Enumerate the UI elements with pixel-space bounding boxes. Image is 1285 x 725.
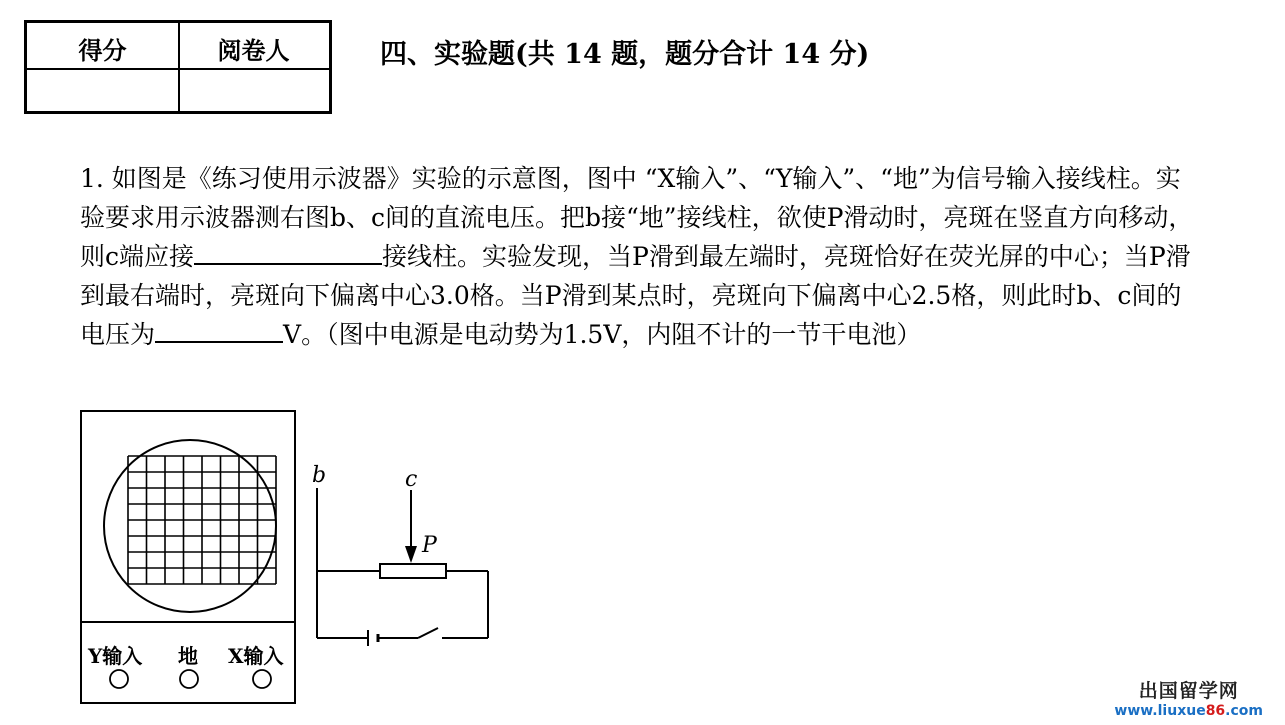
x-input-terminal[interactable] bbox=[253, 670, 271, 688]
oscilloscope-diagram bbox=[80, 410, 296, 704]
answer-blank-voltage[interactable] bbox=[155, 315, 283, 343]
section-title: 四、实验题(共 14 题，题分合计 14 分) bbox=[380, 39, 870, 70]
question-text-part2: 接线柱。实验发现，当P滑到最左端时，亮斑恰好在荧光屏的中心；当P滑到最右端时，亮斑向下偏离中心3.0格。当P滑到某点时，亮斑向下偏离中心2.5格，则此时b、c间的电压为 bbox=[80, 242, 1191, 349]
answer-blank-terminal[interactable] bbox=[194, 237, 382, 265]
question-text bbox=[80, 160, 1205, 355]
table-divider bbox=[27, 68, 329, 70]
score-table bbox=[24, 20, 332, 114]
score-label: 得分 bbox=[78, 36, 127, 65]
y-input-label: Y输入 bbox=[88, 644, 143, 668]
watermark bbox=[1114, 676, 1263, 719]
label-c: c bbox=[405, 467, 418, 492]
circuit-diagram bbox=[306, 460, 506, 660]
ground-label: 地 bbox=[178, 644, 198, 668]
y-input-terminal[interactable] bbox=[110, 670, 128, 688]
label-p: P bbox=[422, 533, 437, 558]
ground-terminal[interactable] bbox=[180, 670, 198, 688]
watermark-url: www.liuxue86.com bbox=[1114, 703, 1263, 719]
question-text-part1: 1. 如图是《练习使用示波器》实验的示意图，图中 “X输入”、“Y输入”、“地”为信号输入接线柱。实验要求用示波器测右图b、c间的直流电压。把b接“地”接线柱，欲使P滑动时，亮斑在竖直方向移动，则c端应接 bbox=[80, 164, 1194, 271]
x-input-label: X输入 bbox=[228, 644, 284, 668]
label-b: b bbox=[312, 463, 327, 488]
slider-arrow-icon bbox=[405, 546, 417, 563]
rheostat bbox=[380, 564, 446, 578]
switch bbox=[418, 628, 438, 638]
grader-label: 阅卷人 bbox=[217, 36, 290, 65]
watermark-site-name: 出国留学网 bbox=[1138, 680, 1239, 702]
question-text-part3: V。（图中电源是电动势为1.5V，内阻不计的一节干电池） bbox=[283, 320, 922, 349]
